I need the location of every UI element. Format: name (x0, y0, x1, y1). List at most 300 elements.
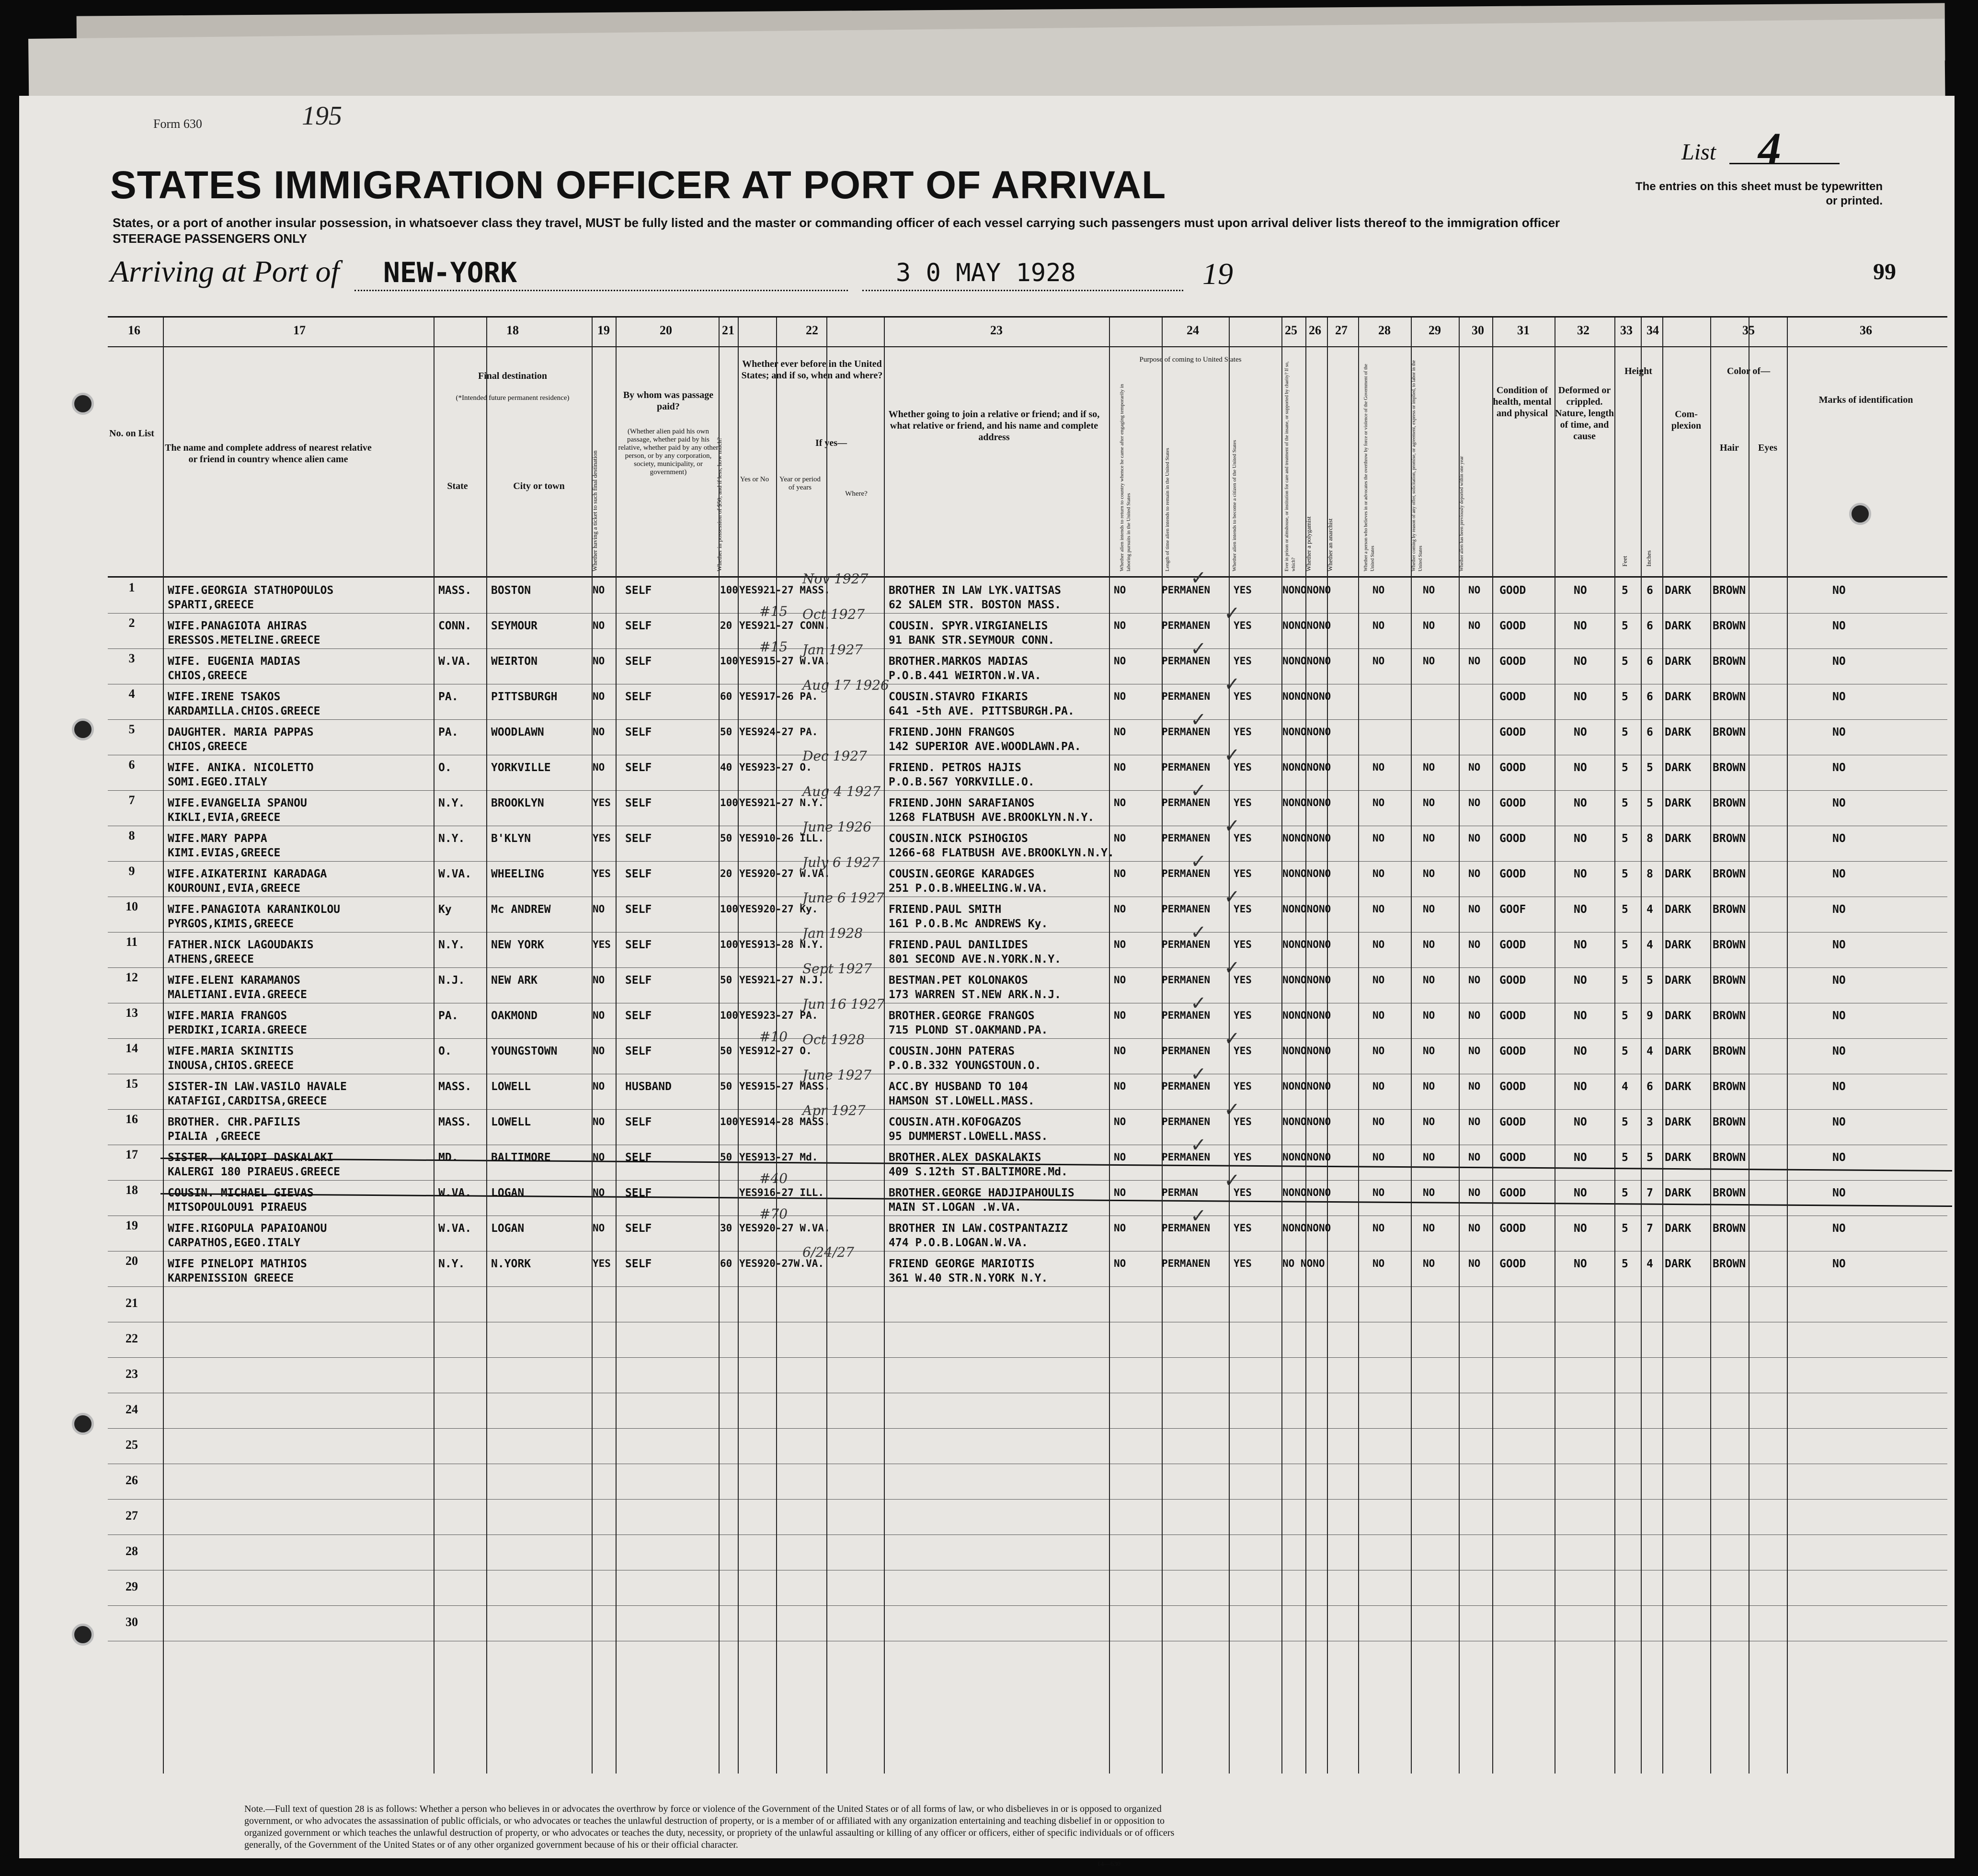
cell-state: MASS. (438, 1080, 472, 1093)
row-number: 4 (128, 687, 135, 701)
cell-joining: BROTHER.ALEX DASKALAKIS (889, 1151, 1041, 1164)
cell-q29: NO (1423, 1010, 1435, 1021)
cell-address: PYRGOS,KIMIS,GREECE (168, 918, 294, 930)
cell-address: KARDAMILLA.CHIOS.GREECE (168, 705, 320, 717)
cell-feet: 5 (1622, 1010, 1628, 1022)
cell-ticket: NO (593, 1187, 605, 1198)
cell-money: 50 (720, 1045, 732, 1057)
cell-prison: NONONONO (1282, 974, 1331, 986)
cell-money: 60 (720, 691, 732, 702)
row-number: 9 (128, 864, 135, 878)
header-q30: Whether alien has been previously deported within one year (1459, 456, 1464, 571)
cell-marks: NO (1832, 762, 1846, 774)
check-mark-icon: ✓ (1190, 921, 1207, 944)
cell-address: SOMI.EGEO.ITALY (168, 776, 267, 788)
cell-joining: COUSIN.STAVRO FIKARIS (889, 691, 1028, 703)
cell-citizen: YES (1234, 1080, 1252, 1092)
cell-q29: NO (1423, 1151, 1435, 1163)
header-before-in-us: Whether ever before in the United States; and if so, when and where? (741, 359, 883, 381)
cell-remain: PERMANEN (1162, 939, 1211, 950)
cell-purpose: NO (1114, 726, 1126, 738)
cell-relative: WIFE.PANAGIOTA AHIRAS (168, 620, 307, 632)
cell-joining2: 361 W.40 STR.N.YORK N.Y. (889, 1272, 1048, 1285)
cell-health: GOOD (1499, 726, 1526, 739)
cell-deformed: NO (1574, 1010, 1587, 1022)
header-color-of: Color of— (1726, 366, 1771, 376)
row-rule (108, 1357, 1947, 1358)
row-rule (108, 1038, 1947, 1039)
cell-q28: NO (1372, 1045, 1385, 1057)
cell-ticket: YES (593, 832, 611, 844)
row-number: 10 (126, 899, 138, 913)
cell-deformed: NO (1574, 1222, 1587, 1235)
check-mark-icon: ✓ (1224, 744, 1240, 766)
cell-prison: NONONONO (1282, 691, 1331, 702)
cell-state: N.Y. (438, 797, 465, 809)
cell-before: YES912-27 O. (739, 1045, 812, 1057)
cell-remain: PERMANEN (1162, 974, 1211, 986)
cell-citizen: YES (1234, 1187, 1252, 1198)
cell-q28: NO (1372, 762, 1385, 773)
cell-paid: SELF (625, 655, 652, 668)
cell-health: GOOD (1499, 762, 1526, 774)
cell-relative: WIFE.MARY PAPPA (168, 832, 267, 845)
cell-money: 100 (720, 903, 738, 915)
header-complexion: Com-plexion (1671, 409, 1702, 431)
cell-citizen: YES (1234, 655, 1252, 667)
cell-city: PITTSBURGH (491, 691, 558, 703)
cell-q28: NO (1372, 1116, 1385, 1127)
cell-marks: NO (1832, 1010, 1846, 1022)
cell-ticket: NO (593, 655, 605, 667)
cell-ticket: YES (593, 868, 611, 879)
row-rule (108, 861, 1947, 862)
cell-prison: NONONONO (1282, 832, 1331, 844)
cell-complexion: DARK (1665, 691, 1692, 703)
column-divider (1358, 318, 1359, 1774)
cell-ticket: NO (593, 1222, 605, 1234)
column-number: 19 (597, 323, 610, 337)
cell-purpose: NO (1114, 974, 1126, 986)
cell-joining: FRIEND.JOHN FRANGOS (889, 726, 1015, 739)
cell-prison: NONONONO (1282, 762, 1331, 773)
header-if-yes: If yes— (815, 438, 847, 448)
cell-paid: SELF (625, 620, 652, 632)
cell-citizen: YES (1234, 797, 1252, 808)
cell-paid: HUSBAND (625, 1080, 672, 1093)
cell-remain: PERMANEN (1162, 1010, 1211, 1021)
header-purpose-c: Whether alien intends to become a citizen of the United States (1232, 440, 1237, 571)
cell-deformed: NO (1574, 762, 1587, 774)
cell-relative: WIFE.AIKATERINI KARADAGA (168, 868, 327, 880)
cell-paid: SELF (625, 726, 652, 739)
cell-deformed: NO (1574, 584, 1587, 597)
cell-deformed: NO (1574, 1045, 1587, 1057)
cell-q30: NO (1468, 797, 1481, 808)
cell-feet: 5 (1622, 1045, 1628, 1057)
cell-prison: NONONONO (1282, 939, 1331, 950)
cell-health: GOOD (1499, 691, 1526, 703)
cell-hair: BROWN (1713, 1010, 1746, 1022)
cell-city: BOSTON (491, 584, 531, 597)
cell-citizen: YES (1234, 691, 1252, 702)
cell-feet: 5 (1622, 1187, 1628, 1199)
cell-city: WEIRTON (491, 655, 537, 668)
column-divider (1327, 318, 1328, 1774)
cell-joining2: 142 SUPERIOR AVE.WOODLAWN.PA. (889, 740, 1081, 753)
row-number: 14 (126, 1041, 138, 1055)
cell-q28: NO (1372, 832, 1385, 844)
cell-ticket: NO (593, 762, 605, 773)
cell-joining2: 409 S.12th ST.BALTIMORE.Md. (889, 1166, 1068, 1178)
cell-hair: BROWN (1713, 903, 1746, 916)
header-purpose-a: Whether alien intends to return to country whence he came after engaging temporarily in laboring pursuits in the United States (1119, 384, 1132, 571)
handwritten-annotation: Aug 17 1926 (802, 677, 889, 693)
cell-ticket: NO (593, 691, 605, 702)
cell-paid: SELF (625, 797, 652, 809)
cell-prison: NONONONO (1282, 620, 1331, 631)
cell-prison: NONONONO (1282, 1045, 1331, 1057)
cell-before: YES910-26 ILL. (739, 832, 824, 844)
cell-marks: NO (1832, 1187, 1846, 1199)
header-year-period: Year or period of years (779, 476, 821, 491)
cell-city: B'KLYN (491, 832, 531, 845)
cell-remain: PERMANEN (1162, 726, 1211, 738)
cell-money: 100 (720, 797, 738, 808)
row-number: 8 (128, 829, 135, 842)
cell-joining: COUSIN.GEORGE KARADGES (889, 868, 1035, 880)
row-number: 5 (128, 722, 135, 736)
cell-money: 100 (720, 939, 738, 950)
column-divider (1109, 318, 1110, 1774)
cell-relative: WIFE.PANAGIOTA KARANIKOLOU (168, 903, 341, 916)
arrival-port: NEW-YORK (383, 256, 517, 289)
handwritten-page-number: 195 (302, 101, 342, 131)
row-rule (108, 1180, 1947, 1181)
cell-purpose: NO (1114, 939, 1126, 950)
cell-money: 40 (720, 762, 732, 773)
cell-joining2: MAIN ST.LOGAN .W.VA. (889, 1201, 1021, 1214)
check-mark-icon: ✓ (1190, 709, 1207, 731)
cell-inches: 5 (1646, 974, 1653, 987)
cell-marks: NO (1832, 832, 1846, 845)
cell-hair: BROWN (1713, 584, 1746, 597)
cell-inches: 5 (1646, 1151, 1653, 1164)
cell-citizen: YES (1234, 1222, 1252, 1234)
cell-marks: NO (1832, 1222, 1846, 1235)
cell-ticket: NO (593, 620, 605, 631)
cell-hair: BROWN (1713, 655, 1746, 668)
column-divider (884, 318, 885, 1774)
cell-feet: 5 (1622, 1151, 1628, 1164)
cell-q28: NO (1372, 1010, 1385, 1021)
cell-before: YES916-27 ILL. (739, 1187, 824, 1198)
cell-relative: WIFE PINELOPI MATHIOS (168, 1258, 307, 1270)
handwritten-annotation: Jan 1927 (802, 642, 863, 658)
cell-joining: BROTHER IN LAW.COSTPANTAZIZ (889, 1222, 1068, 1235)
cell-feet: 5 (1622, 939, 1628, 951)
cell-q29: NO (1423, 1222, 1435, 1234)
cell-marks: NO (1832, 584, 1846, 597)
cell-health: GOOD (1499, 868, 1526, 880)
cell-q29: NO (1423, 584, 1435, 596)
cell-q30: NO (1468, 974, 1481, 986)
cell-paid: SELF (625, 974, 652, 987)
cell-health: GOOD (1499, 1222, 1526, 1235)
cell-complexion: DARK (1665, 1116, 1692, 1128)
cell-citizen: YES (1234, 832, 1252, 844)
header-where: Where? (845, 490, 868, 498)
cell-feet: 5 (1622, 974, 1628, 987)
row-number: 15 (126, 1077, 138, 1091)
cell-deformed: NO (1574, 939, 1587, 951)
column-divider (486, 318, 487, 1774)
cell-complexion: DARK (1665, 868, 1692, 880)
cell-hair: BROWN (1713, 726, 1746, 739)
cell-relative: WIFE.GEORGIA STATHOPOULOS (168, 584, 334, 597)
column-divider (1614, 318, 1615, 1774)
cell-paid: SELF (625, 832, 652, 845)
column-number-row (108, 318, 1947, 347)
check-mark-icon: ✓ (1190, 1205, 1207, 1227)
cell-complexion: DARK (1665, 655, 1692, 668)
cell-joining2: 641 -5th AVE. PITTSBURGH.PA. (889, 705, 1075, 717)
cell-marks: NO (1832, 691, 1846, 703)
cell-prison: NONONONO (1282, 1080, 1331, 1092)
cell-hair: BROWN (1713, 1045, 1746, 1057)
cell-joining2: 161 P.O.B.Mc ANDREWS Ky. (889, 918, 1048, 930)
cell-inches: 4 (1646, 1258, 1653, 1270)
cell-q30: NO (1468, 1116, 1481, 1127)
cell-inches: 7 (1646, 1222, 1653, 1235)
cell-feet: 5 (1622, 762, 1628, 774)
cell-citizen: YES (1234, 620, 1252, 631)
cell-inches: 6 (1646, 620, 1653, 632)
cell-state: W.VA. (438, 1222, 472, 1235)
cell-before: YES915-27 MASS. (739, 1080, 830, 1092)
cell-money: 60 (720, 1258, 732, 1269)
column-number: 24 (1187, 323, 1199, 337)
cell-state: N.Y. (438, 832, 465, 845)
cell-complexion: DARK (1665, 797, 1692, 809)
cell-state: N.Y. (438, 939, 465, 951)
cell-joining2: 801 SECOND AVE.N.YORK.N.Y. (889, 953, 1062, 966)
row-rule (108, 1109, 1947, 1110)
cell-purpose: NO (1114, 1187, 1126, 1198)
cell-joining: COUSIN.JOHN PATERAS (889, 1045, 1015, 1057)
check-mark-icon: ✓ (1224, 886, 1240, 908)
cell-complexion: DARK (1665, 1187, 1692, 1199)
cell-feet: 5 (1622, 584, 1628, 597)
cell-remain: PERMANEN (1162, 762, 1211, 773)
cell-marks: NO (1832, 1151, 1846, 1164)
cell-marks: NO (1832, 620, 1846, 632)
cell-remain: PERMANEN (1162, 868, 1211, 879)
row-number: 16 (126, 1112, 138, 1126)
cell-purpose: NO (1114, 691, 1126, 702)
header-feet: Feet (1621, 556, 1628, 567)
cell-city: BALTIMORE (491, 1151, 551, 1164)
cell-address: ERESSOS.METELINE.GREECE (168, 634, 320, 647)
cell-city: YOUNGSTOWN (491, 1045, 558, 1057)
cell-remain: PERMANEN (1162, 903, 1211, 915)
cell-ticket: NO (593, 903, 605, 915)
cell-health: GOOD (1499, 584, 1526, 597)
cell-health: GOOD (1499, 974, 1526, 987)
cell-complexion: DARK (1665, 903, 1692, 916)
cell-paid: SELF (625, 1187, 652, 1199)
column-number: 21 (722, 323, 734, 337)
cell-before: YES914-28 MASS. (739, 1116, 830, 1127)
row-rule (108, 1499, 1947, 1500)
cell-q29: NO (1423, 832, 1435, 844)
row-number: 30 (126, 1615, 138, 1629)
cell-feet: 5 (1622, 726, 1628, 739)
cell-q30: NO (1468, 1151, 1481, 1163)
column-number: 36 (1860, 323, 1872, 337)
cell-hair: BROWN (1713, 1080, 1746, 1093)
cell-address: KOUROUNI,EVIA,GREECE (168, 882, 300, 895)
cell-ticket: NO (593, 584, 605, 596)
cell-complexion: DARK (1665, 1080, 1692, 1093)
handwritten-annotation: Jan 1928 (802, 925, 863, 941)
cell-q29: NO (1423, 974, 1435, 986)
cell-purpose: NO (1114, 832, 1126, 844)
cell-hair: BROWN (1713, 620, 1746, 632)
cell-relative: WIFE.ELENI KARAMANOS (168, 974, 300, 987)
cell-before: YES913-27 Md. (739, 1151, 818, 1163)
cell-inches: 6 (1646, 726, 1653, 739)
row-rule (108, 719, 1947, 720)
port-underline (354, 290, 848, 291)
column-divider (1641, 318, 1642, 1774)
cell-citizen: YES (1234, 1258, 1252, 1269)
cell-health: GOOD (1499, 1258, 1526, 1270)
cell-feet: 5 (1622, 903, 1628, 916)
cell-city: NEW ARK (491, 974, 537, 987)
cell-inches: 8 (1646, 868, 1653, 880)
header-passage-paid-note: (Whether alien paid his own passage, whether paid by his relative, whether paid by any other person, or by any corporation, society, municipality, or government) (618, 428, 719, 476)
row-number: 12 (126, 970, 138, 984)
cell-city: LOGAN (491, 1222, 525, 1235)
cell-joining2: P.O.B.332 YOUNGSTOUN.O. (889, 1059, 1041, 1072)
cell-joining: FRIEND. PETROS HAJIS (889, 762, 1021, 774)
column-divider (1459, 318, 1460, 1774)
cell-prison: NONONONO (1282, 797, 1331, 808)
row-rule (108, 648, 1947, 649)
cell-prison: NONONONO (1282, 868, 1331, 879)
arriving-label: Arriving at Port of (110, 254, 340, 288)
cell-money: 50 (720, 1080, 732, 1092)
cell-q29: NO (1423, 1258, 1435, 1269)
cell-hair: BROWN (1713, 762, 1746, 774)
cell-remain: PERMANEN (1162, 1151, 1211, 1163)
cell-remain: PERMAN (1162, 1187, 1198, 1198)
cell-q30: NO (1468, 1222, 1481, 1234)
cell-paid: SELF (625, 584, 652, 597)
header-prison: Ever in prison or almshouse, or institution for care and treatment of the insane, or supported by charity? If so, which? (1284, 361, 1296, 571)
row-number: 21 (126, 1296, 138, 1310)
cell-relative: BROTHER. CHR.PAFILIS (168, 1116, 300, 1128)
cell-q29: NO (1423, 655, 1435, 667)
cell-feet: 5 (1622, 1258, 1628, 1270)
date-underline (862, 290, 1183, 291)
row-number: 18 (126, 1183, 138, 1197)
column-divider (738, 318, 739, 1774)
cell-joining2: 173 WARREN ST.NEW ARK.N.J. (889, 989, 1062, 1001)
cell-joining2: 1266-68 FLATBUSH AVE.BROOKLYN.N.Y. (889, 847, 1114, 859)
header-height: Height (1624, 366, 1652, 376)
cell-deformed: NO (1574, 1116, 1587, 1128)
cell-address: SPARTI,GREECE (168, 599, 254, 611)
handwritten-annotation: June 1927 (802, 1067, 872, 1083)
cell-ticket: NO (593, 1116, 605, 1127)
cell-complexion: DARK (1665, 1222, 1692, 1235)
cell-relative: WIFE.MARIA FRANGOS (168, 1010, 287, 1022)
cell-q29: NO (1423, 903, 1435, 915)
cell-marks: NO (1832, 868, 1846, 880)
cell-paid: SELF (625, 1010, 652, 1022)
cell-hair: BROWN (1713, 1187, 1746, 1199)
check-mark-icon: ✓ (1224, 815, 1240, 837)
cell-prison: NONONONO (1282, 1010, 1331, 1021)
cell-prison: NONONONO (1282, 1151, 1331, 1163)
cell-address: INOUSA,CHIOS.GREECE (168, 1059, 294, 1072)
column-divider (1162, 318, 1163, 1774)
cell-q28: NO (1372, 620, 1385, 631)
cell-feet: 5 (1622, 832, 1628, 845)
cell-city: SEYMOUR (491, 620, 537, 632)
cell-marks: NO (1832, 1045, 1846, 1057)
cell-money: 100 (720, 655, 738, 667)
cell-money: 100 (720, 1010, 738, 1021)
cell-joining: FRIEND.PAUL SMITH (889, 903, 1002, 916)
cell-deformed: NO (1574, 974, 1587, 987)
list-underline (1729, 163, 1840, 164)
arrival-year: 19 (1202, 257, 1233, 291)
cell-joining: BROTHER.GEORGE FRANGOS (889, 1010, 1035, 1022)
cell-hair: BROWN (1713, 1151, 1746, 1164)
cell-deformed: NO (1574, 726, 1587, 739)
cell-deformed: NO (1574, 691, 1587, 703)
header-purpose: Purpose of coming to United States (1139, 356, 1242, 364)
list-number: 4 (1758, 123, 1781, 174)
cell-relative: SISTER-IN LAW.VASILO HAVALE (168, 1080, 347, 1093)
cell-q30: NO (1468, 620, 1481, 631)
cell-q28: NO (1372, 797, 1385, 808)
cell-city: N.YORK (491, 1258, 531, 1270)
cell-ticket: YES (593, 1258, 611, 1269)
cell-q30: NO (1468, 762, 1481, 773)
cell-complexion: DARK (1665, 1258, 1692, 1270)
header-divider (108, 576, 1947, 578)
header-final-destination: Final destination (478, 371, 547, 381)
cell-feet: 4 (1622, 1080, 1628, 1093)
cell-city: WHEELING (491, 868, 544, 880)
column-number: 23 (990, 323, 1003, 337)
form-number: Form 630 (153, 117, 202, 131)
row-rule (108, 790, 1947, 791)
cell-deformed: NO (1574, 1080, 1587, 1093)
cell-joining: BESTMAN.PET KOLONAKOS (889, 974, 1028, 987)
header-hair: Hair (1720, 443, 1739, 453)
cell-inches: 4 (1646, 903, 1653, 916)
cell-health: GOOD (1499, 1151, 1526, 1164)
cell-complexion: DARK (1665, 974, 1692, 987)
cell-joining2: 62 SALEM STR. BOSTON MASS. (889, 599, 1062, 611)
cell-relative: SISTER. KALIOPI DASKALAKI (168, 1151, 334, 1164)
handwritten-annotation: Oct 1928 (802, 1032, 865, 1047)
